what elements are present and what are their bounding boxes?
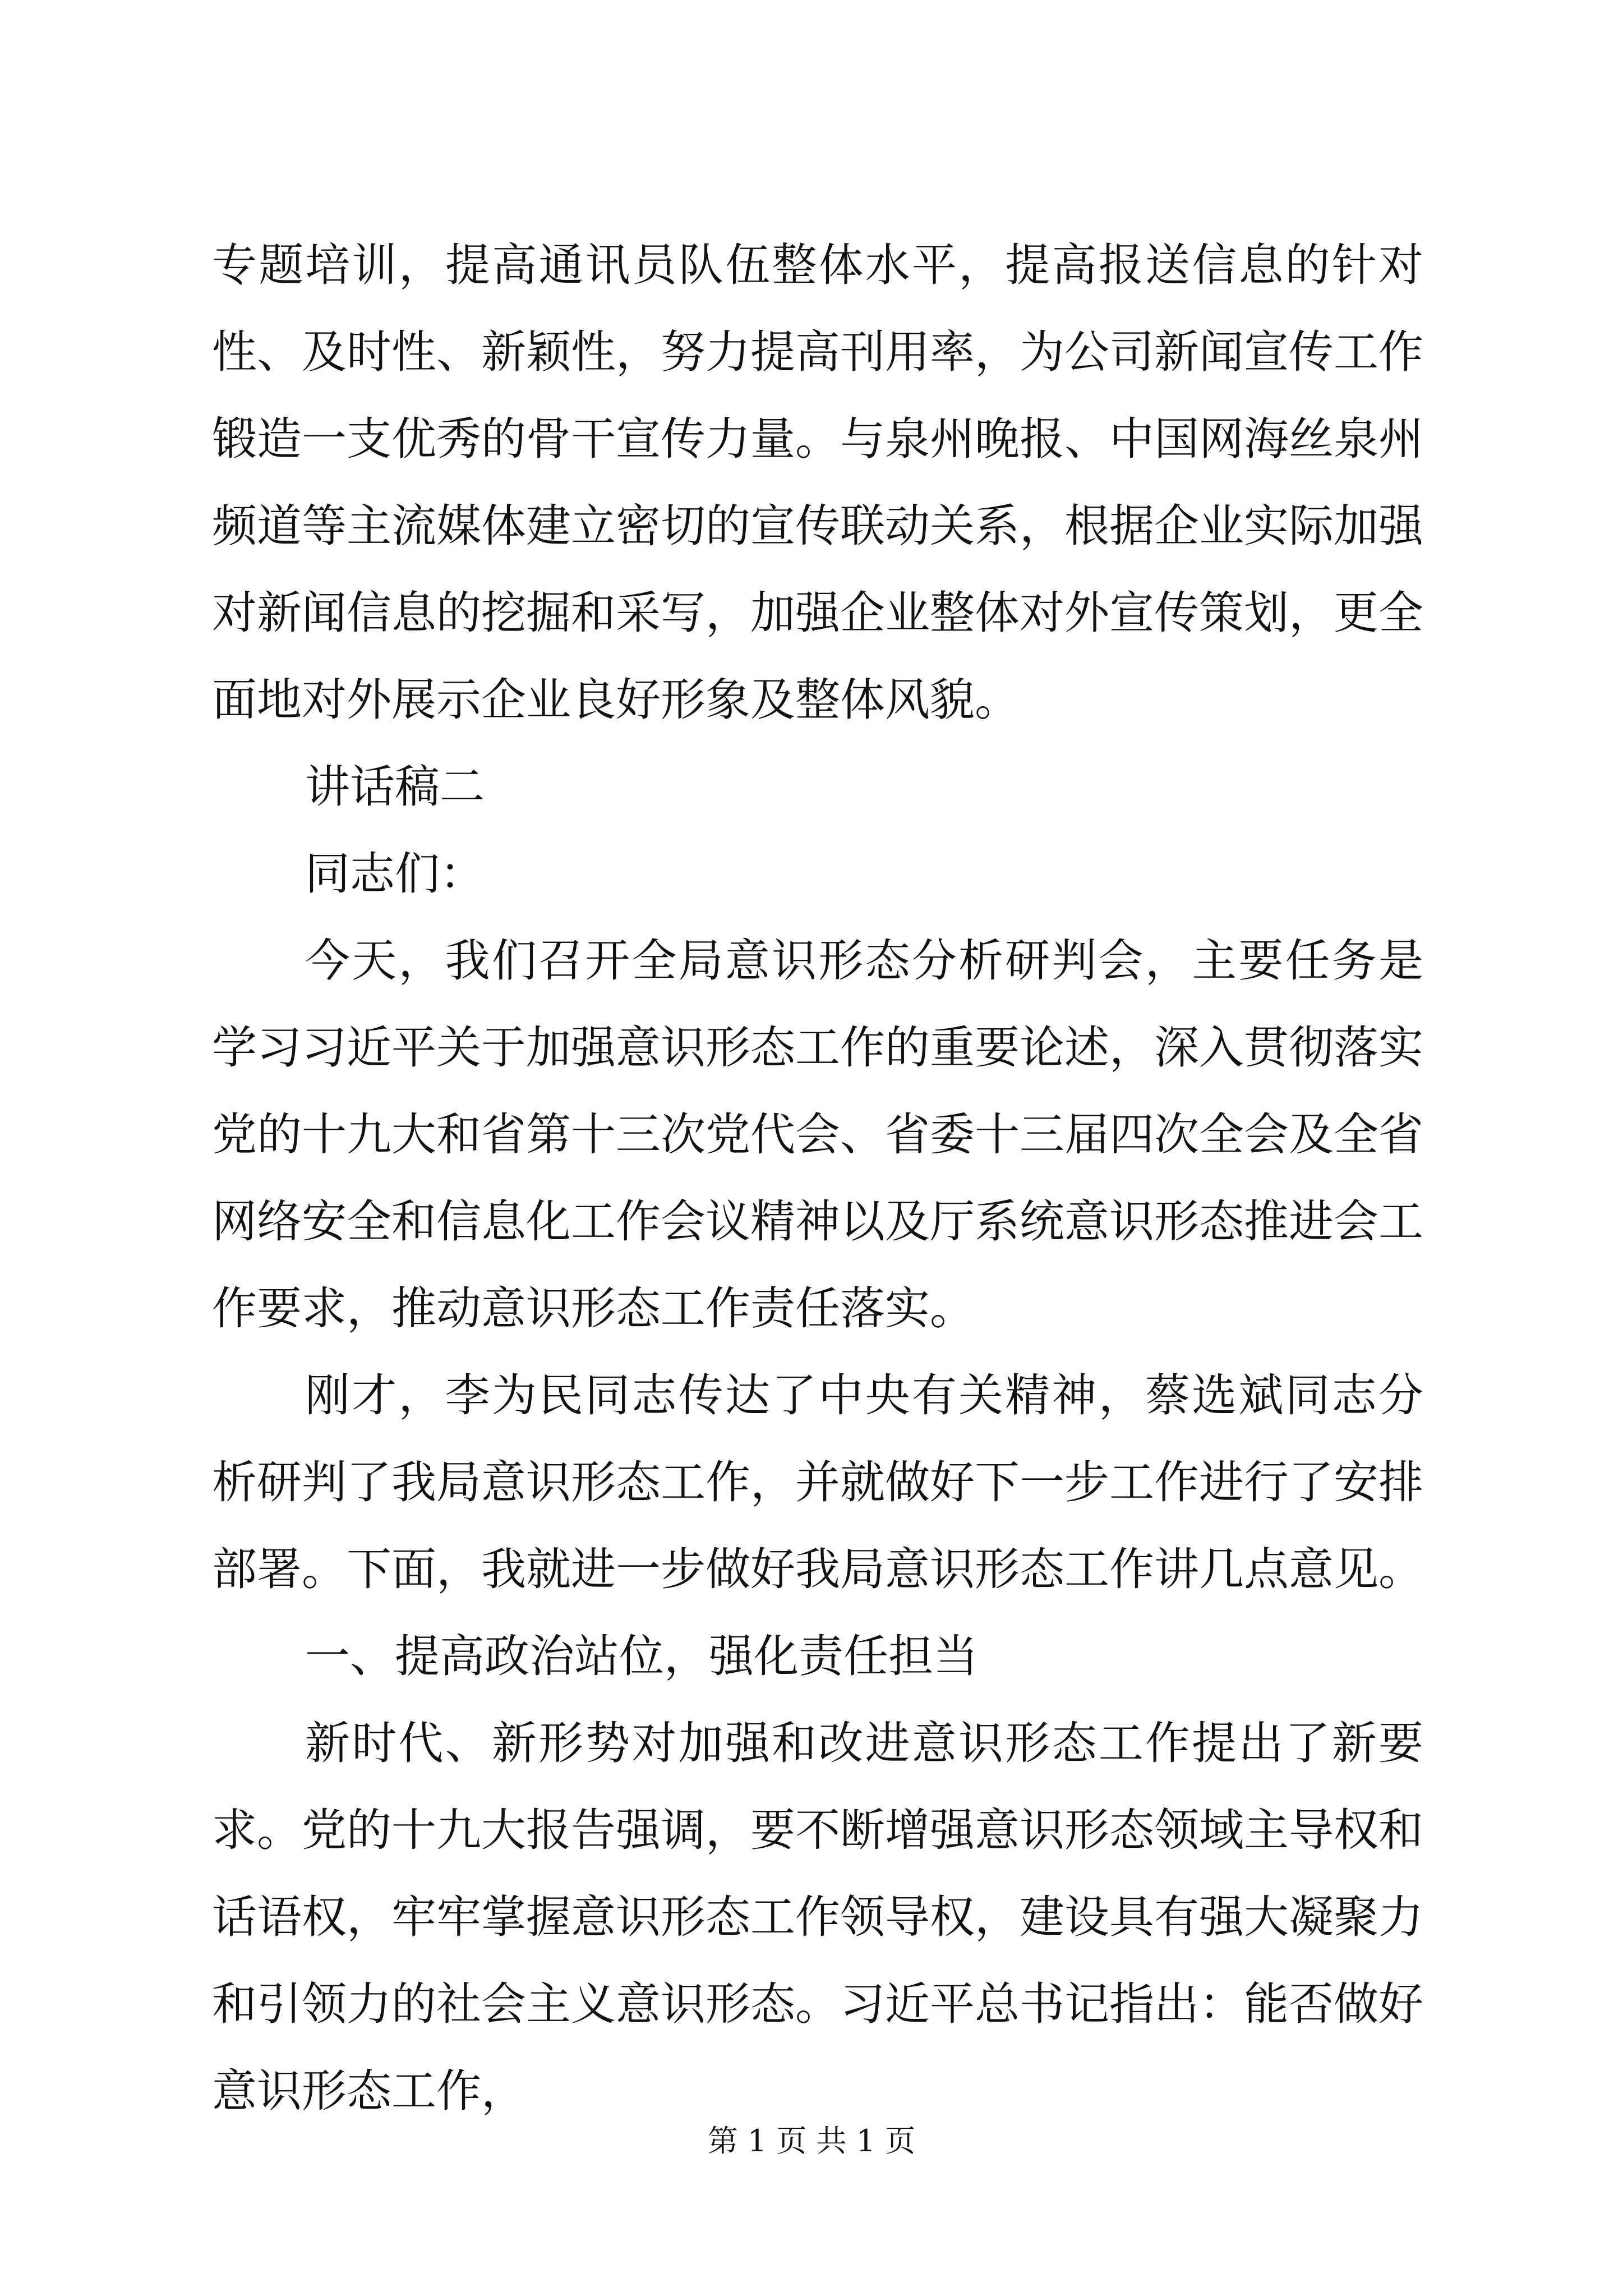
section-heading-speech-two: 讲话稿二 bbox=[305, 761, 485, 813]
paragraph-meeting-purpose: 今天，我们召开全局意识形态分析研判会，主要任务是学习习近平关于加强意识形态工作的重要论述，深入贯彻落实党的十九大和省第十三次党代会、省委十三届四次全会及全省网络安全和信息化工作会议精神以及厅系统意识形态推进会工作要求，推动意识形态工作责任落实。 bbox=[212, 935, 1423, 1335]
document-body bbox=[212, 222, 1423, 2134]
paragraph-new-requirements: 新时代、新形势对加强和改进意识形态工作提出了新要求。党的十九大报告强调，要不断增强意识形态领域主导权和话语权，牢牢掌握意识形态工作领导权，建设具有强大凝聚力和引领力的社会主义意识形态。习近平总书记指出：能否做好意识形态工作， bbox=[212, 1717, 1423, 2117]
paragraph-previous-speakers: 刚才，李为民同志传达了中央有关精神，蔡选斌同志分析研判了我局意识形态工作，并就做好下一步工作进行了安排部署。下面，我就进一步做好我局意识形态工作讲几点意见。 bbox=[212, 1369, 1423, 1595]
page-footer: 第 1 页 共 1 页 bbox=[707, 2123, 916, 2159]
paragraph-training-continuation: 专题培训，提高通讯员队伍整体水平，提高报送信息的针对性、及时性、新颖性，努力提高刊用率，为公司新闻宣传工作锻造一支优秀的骨干宣传力量。与泉州晚报、中国网海丝泉州频道等主流媒体建立密切的宣传联动关系，根据企业实际加强对新闻信息的挖掘和采写，加强企业整体对外宣传策划，更全面地对外展示企业良好形象及整体风貌。 bbox=[212, 239, 1423, 726]
section-heading-one: 一、提高政治站位，强化责任担当 bbox=[305, 1630, 978, 1682]
salutation: 同志们： bbox=[305, 848, 485, 900]
